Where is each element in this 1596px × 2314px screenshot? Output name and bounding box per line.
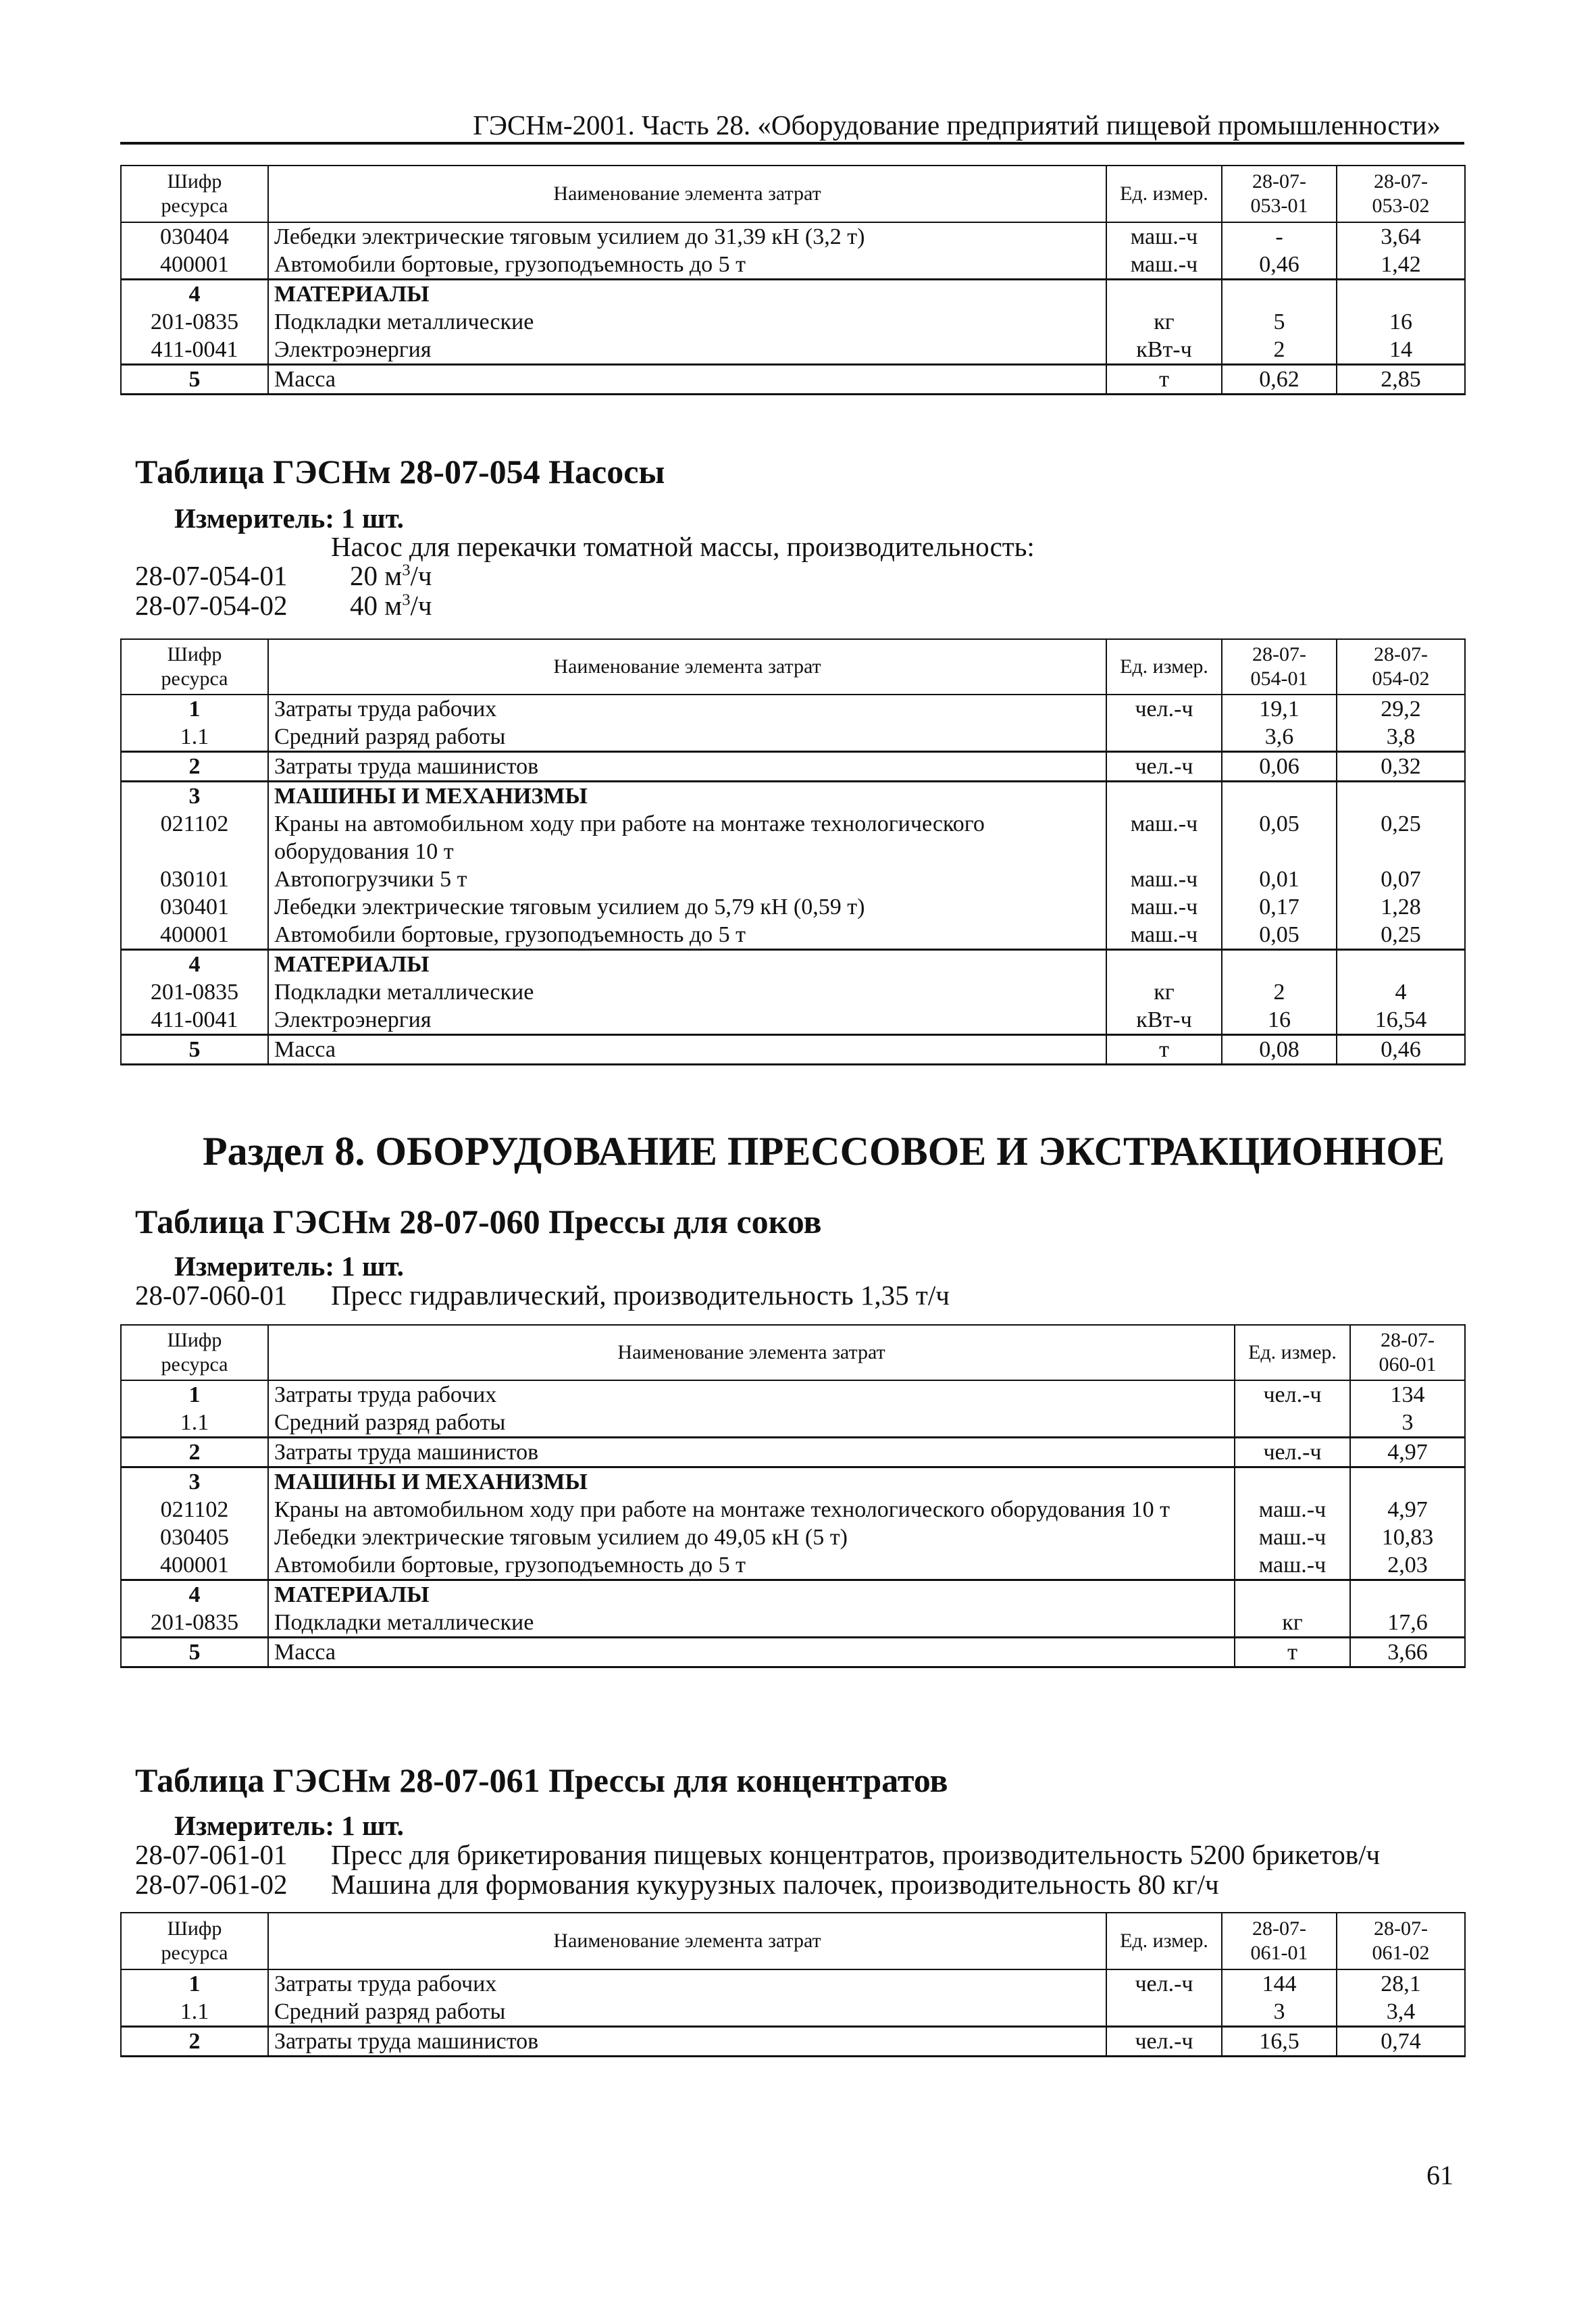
table-row [121,1467,1465,1496]
header-unit: Ед. измер. [1235,1325,1350,1380]
cell-value: 4 [1337,978,1465,1006]
table-054 [120,638,1466,1065]
cell-unit [1106,950,1222,979]
item-text: Пресс для брикетирования пищевых концентратов, производительность 5200 брикетов/ч [331,1839,1381,1870]
cell-name: МАШИНЫ И МЕХАНИЗМЫ [268,782,1106,811]
cell-unit: маш.-ч [1106,865,1222,893]
table-060 [120,1324,1466,1668]
table-row [121,950,1465,979]
cell-name: МАТЕРИАЛЫ [268,1580,1235,1609]
cell-unit: маш.-ч [1106,893,1222,921]
header-col-2: 28-07- 053-02 [1337,166,1465,222]
cell-code: 030405 [121,1524,268,1551]
table-row [121,810,1465,865]
cell-value [1337,950,1465,979]
table-description: Насос для перекачки томатной массы, производительность: [331,531,1035,562]
cell-name: Масса [268,1638,1235,1667]
table-row [121,308,1465,336]
cell-code: 4 [121,1580,268,1609]
header-col-1: 28-07- 060-01 [1350,1325,1465,1380]
table-row [121,1035,1465,1065]
header-col-1: 28-07- 054-01 [1222,639,1337,695]
cell-name: Средний разряд работы [268,1998,1106,2027]
cell-unit: кВт-ч [1106,1006,1222,1035]
cell-value: 16,54 [1337,1006,1465,1035]
item-code: 28-07-061-01 [135,1839,288,1870]
table-row [121,1969,1465,1998]
cell-unit: т [1106,365,1222,395]
item-code: 28-07-054-02 [135,590,288,621]
cell-code: 400001 [121,251,268,280]
table-row [121,1496,1465,1524]
item-code: 28-07-061-02 [135,1869,288,1900]
cell-code: 3 [121,782,268,811]
cell-value: 0,08 [1222,1035,1337,1065]
table-row [121,1524,1465,1551]
cell-value: 16 [1222,1006,1337,1035]
cell-unit [1106,280,1222,309]
table-row [121,921,1465,950]
table-row [121,1580,1465,1609]
cell-value [1350,1467,1465,1496]
cell-value [1222,782,1337,811]
cell-unit: маш.-ч [1235,1496,1350,1524]
cell-value: 0,32 [1337,752,1465,782]
cell-value [1350,1580,1465,1609]
cell-unit: чел.-ч [1106,752,1222,782]
cell-value: - [1222,222,1337,251]
running-header: ГЭСНм-2001. Часть 28. «Оборудование предприятий пищевой промышленности» [473,109,1441,141]
cell-name: МАТЕРИАЛЫ [268,280,1106,309]
header-col-1: 28-07- 053-01 [1222,166,1337,222]
header-code: Шифр ресурса [121,639,268,695]
cell-value: 2 [1222,336,1337,365]
table-row [121,1551,1465,1580]
header-col-1: 28-07- 061-01 [1222,1913,1337,1969]
cell-unit: чел.-ч [1106,695,1222,723]
cell-value: 0,06 [1222,752,1337,782]
item-text: 40 $м^3/ч$ [350,590,432,621]
cell-name: Лебедки электрические тяговым усилием до 31,39 кН (3,2 т) [268,222,1106,251]
cell-unit: маш.-ч [1106,251,1222,280]
cell-code: 201-0835 [121,1609,268,1638]
table-row [121,1638,1465,1667]
cell-value: 4,97 [1350,1496,1465,1524]
cell-value: 3,66 [1350,1638,1465,1667]
cell-code: 2 [121,1438,268,1467]
cell-value: 14 [1337,336,1465,365]
item-code: 28-07-060-01 [135,1280,288,1311]
cell-value: 2,85 [1337,365,1465,395]
cell-code: 1 [121,695,268,723]
cell-value: 0,07 [1337,865,1465,893]
cell-name: Масса [268,365,1106,395]
cell-name: Средний разряд работы [268,1409,1235,1438]
cell-unit: маш.-ч [1235,1551,1350,1580]
cell-code: 3 [121,1467,268,1496]
cell-code: 400001 [121,921,268,950]
cell-name: Затраты труда машинистов [268,752,1106,782]
cell-unit: маш.-ч [1106,222,1222,251]
cell-value: 28,1 [1337,1969,1465,1998]
table-row [121,365,1465,395]
cell-code: 1.1 [121,723,268,752]
meter-label: Измеритель: 1 шт. [174,1810,404,1841]
table-row [121,978,1465,1006]
cell-value: 144 [1222,1969,1337,1998]
cell-name: Электроэнергия [268,336,1106,365]
cell-code: 030404 [121,222,268,251]
cell-value: 3,4 [1337,1998,1465,2027]
section-title: Раздел 8. ОБОРУДОВАНИЕ ПРЕССОВОЕ И ЭКСТРАКЦИОННОЕ [203,1129,1445,1174]
cell-name: МАТЕРИАЛЫ [268,950,1106,979]
table-061 [120,1912,1466,2057]
cell-code: 030401 [121,893,268,921]
cell-code: 2 [121,752,268,782]
cell-value: 0,46 [1222,251,1337,280]
cell-value: 3 [1222,1998,1337,2027]
header-name: Наименование элемента затрат [268,1913,1106,1969]
cell-unit: чел.-ч [1235,1380,1350,1409]
cell-name: Масса [268,1035,1106,1065]
cell-name: Электроэнергия [268,1006,1106,1035]
table-row [121,2027,1465,2057]
cell-name: Автопогрузчики 5 т [268,865,1106,893]
cell-unit: маш.-ч [1235,1524,1350,1551]
cell-value: 0,25 [1337,810,1465,865]
table-row [121,1380,1465,1409]
table-row [121,280,1465,309]
cell-code: 1 [121,1380,268,1409]
cell-value: 134 [1350,1380,1465,1409]
table-row [121,1998,1465,2027]
cell-code: 021102 [121,810,268,865]
cell-value: 0,05 [1222,921,1337,950]
table-row [121,865,1465,893]
cell-name: Лебедки электрические тяговым усилием до 49,05 кН (5 т) [268,1524,1235,1551]
cell-value: 16 [1337,308,1465,336]
cell-value: 0,05 [1222,810,1337,865]
cell-unit: маш.-ч [1106,921,1222,950]
cell-code: 1.1 [121,1409,268,1438]
table-row [121,752,1465,782]
cell-code: 2 [121,2027,268,2057]
cell-unit [1235,1409,1350,1438]
cell-unit: чел.-ч [1106,2027,1222,2057]
cell-value [1222,280,1337,309]
header-code: Шифр ресурса [121,1325,268,1380]
cell-value: 2,03 [1350,1551,1465,1580]
cell-name: Краны на автомобильном ходу при работе на монтаже технологического оборудования 10 т [268,1496,1235,1524]
cell-name: Автомобили бортовые, грузоподъемность до 5 т [268,1551,1235,1580]
cell-unit: маш.-ч [1106,810,1222,865]
cell-unit [1235,1580,1350,1609]
cell-code: 030101 [121,865,268,893]
cell-name: Затраты труда рабочих [268,1380,1235,1409]
cell-value: 1,42 [1337,251,1465,280]
cell-unit: чел.-ч [1106,1969,1222,1998]
cell-code: 5 [121,1035,268,1065]
cell-name: Затраты труда машинистов [268,2027,1106,2057]
table-title: Таблица ГЭСНм 28-07-060 Прессы для соков [135,1203,822,1240]
item-text: Машина для формования кукурузных палочек, производительность 80 кг/ч [331,1869,1219,1900]
cell-code: 1.1 [121,1998,268,2027]
table-row [121,1409,1465,1438]
cell-value: 19,1 [1222,695,1337,723]
cell-value [1337,782,1465,811]
cell-name: Затраты труда рабочих [268,1969,1106,1998]
cell-value: 16,5 [1222,2027,1337,2057]
cell-value: 2 [1222,978,1337,1006]
cell-value [1222,950,1337,979]
page-number: 61 [1426,2160,1453,2190]
header-unit: Ед. измер. [1106,639,1222,695]
header-name: Наименование элемента затрат [268,639,1106,695]
cell-value: 10,83 [1350,1524,1465,1551]
table-row [121,1438,1465,1467]
cell-name: МАШИНЫ И МЕХАНИЗМЫ [268,1467,1235,1496]
cell-name: Подкладки металлические [268,1609,1235,1638]
table-row [121,782,1465,811]
item-text: 20 $м^3/ч$ [350,560,432,591]
cell-value: 4,97 [1350,1438,1465,1467]
cell-code: 201-0835 [121,978,268,1006]
cell-value: 0,17 [1222,893,1337,921]
table-row [121,1006,1465,1035]
cell-unit: кВт-ч [1106,336,1222,365]
cell-code: 5 [121,1638,268,1667]
cell-value: 17,6 [1350,1609,1465,1638]
cell-unit: чел.-ч [1235,1438,1350,1467]
header-name: Наименование элемента затрат [268,166,1106,222]
cell-value: 3,6 [1222,723,1337,752]
table-row [121,695,1465,723]
cell-name: Автомобили бортовые, грузоподъемность до 5 т [268,251,1106,280]
cell-value: 0,25 [1337,921,1465,950]
cell-value: 0,74 [1337,2027,1465,2057]
cell-value: 3,64 [1337,222,1465,251]
cell-unit: т [1106,1035,1222,1065]
cell-value: 0,46 [1337,1035,1465,1065]
header-unit: Ед. измер. [1106,1913,1222,1969]
table-053 [120,165,1466,395]
cell-value [1337,280,1465,309]
header-col-2: 28-07- 061-02 [1337,1913,1465,1969]
cell-code: 411-0041 [121,1006,268,1035]
cell-unit: кг [1235,1609,1350,1638]
item-code: 28-07-054-01 [135,560,288,591]
cell-name: Затраты труда рабочих [268,695,1106,723]
cell-code: 1 [121,1969,268,1998]
cell-name: Подкладки металлические [268,308,1106,336]
cell-value: 5 [1222,308,1337,336]
cell-name: Подкладки металлические [268,978,1106,1006]
meter-label: Измеритель: 1 шт. [174,1251,404,1282]
cell-name: Средний разряд работы [268,723,1106,752]
cell-code: 4 [121,950,268,979]
table-row [121,251,1465,280]
cell-name: Затраты труда машинистов [268,1438,1235,1467]
table-row [121,723,1465,752]
header-code: Шифр ресурса [121,1913,268,1969]
cell-value: 0,62 [1222,365,1337,395]
header-rule [120,142,1464,145]
meter-label: Измеритель: 1 шт. [174,503,404,534]
cell-unit: кг [1106,978,1222,1006]
cell-name: Автомобили бортовые, грузоподъемность до 5 т [268,921,1106,950]
table-title: Таблица ГЭСНм 28-07-054 Насосы [135,453,665,491]
cell-value: 3,8 [1337,723,1465,752]
cell-unit: кг [1106,308,1222,336]
cell-unit [1235,1467,1350,1496]
header-name: Наименование элемента затрат [268,1325,1235,1380]
cell-unit [1106,723,1222,752]
table-row [121,336,1465,365]
cell-unit [1106,782,1222,811]
table-title: Таблица ГЭСНм 28-07-061 Прессы для концентратов [135,1761,948,1799]
cell-value: 3 [1350,1409,1465,1438]
table-row [121,1609,1465,1638]
cell-value: 1,28 [1337,893,1465,921]
cell-unit: т [1235,1638,1350,1667]
cell-value: 29,2 [1337,695,1465,723]
header-col-2: 28-07- 054-02 [1337,639,1465,695]
cell-code: 400001 [121,1551,268,1580]
header-unit: Ед. измер. [1106,166,1222,222]
header-code: Шифр ресурса [121,166,268,222]
cell-name: Лебедки электрические тяговым усилием до 5,79 кН (0,59 т) [268,893,1106,921]
cell-name: Краны на автомобильном ходу при работе на монтаже технологического оборудования 10 т [268,810,1106,865]
item-text: Пресс гидравлический, производительность 1,35 т/ч [331,1280,950,1311]
table-row [121,893,1465,921]
table-row [121,222,1465,251]
cell-code: 5 [121,365,268,395]
cell-code: 021102 [121,1496,268,1524]
cell-code: 411-0041 [121,336,268,365]
cell-unit [1106,1998,1222,2027]
cell-code: 201-0835 [121,308,268,336]
cell-code: 4 [121,280,268,309]
cell-value: 0,01 [1222,865,1337,893]
